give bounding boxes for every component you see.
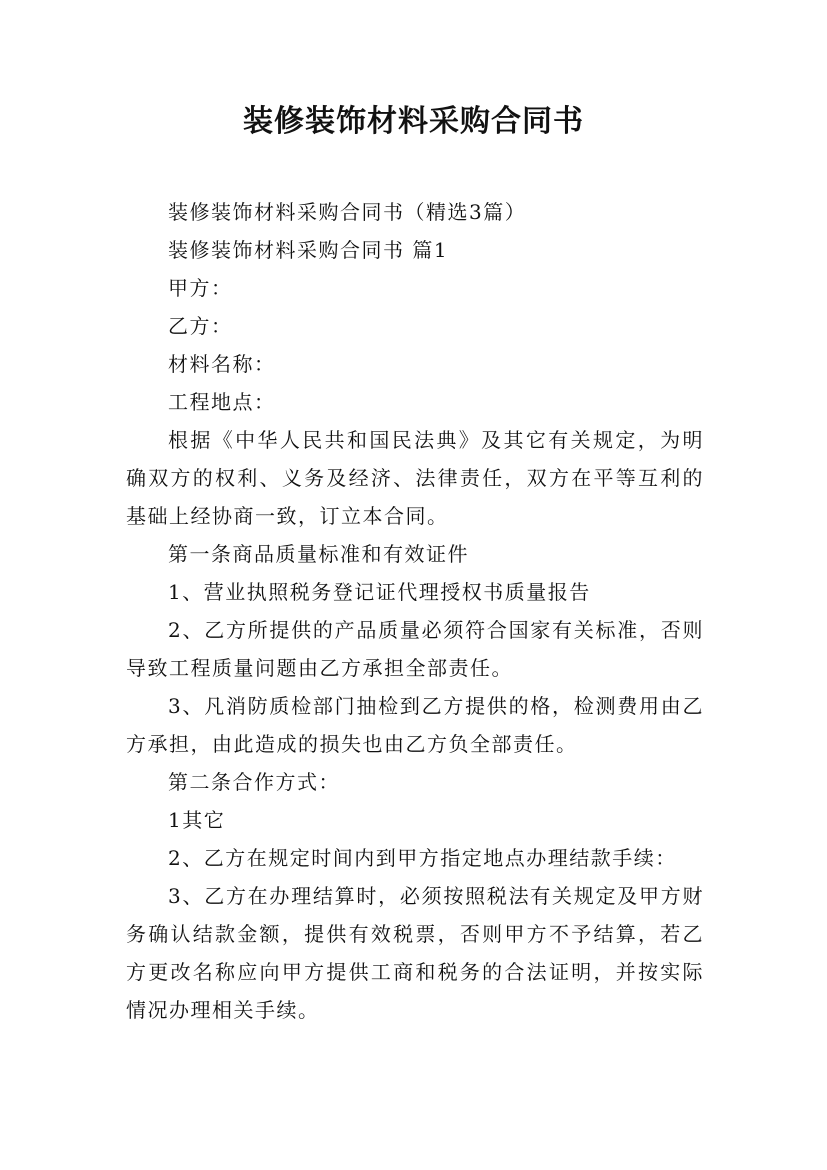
paragraph-party-a: 甲方： — [168, 276, 233, 300]
paragraph-article-1-item-3: 3、凡消防质检部门抽检到乙方提供的格，检测费用由乙方承担，由此造成的损失也由乙方负全部责任。 — [126, 694, 704, 756]
document-title: 装修装饰材料采购合同书 — [243, 104, 584, 139]
paragraph-article-1-item-2: 2、乙方所提供的产品质量必须符合国家有关标准，否则导致工程质量问题由乙方承担全部责任。 — [126, 618, 704, 680]
paragraph-preamble: 根据《中华人民共和国民法典》及其它有关规定，为明确双方的权利、义务及经济、法律责任，双方在平等互利的基础上经协商一致，订立本合同。 — [126, 428, 704, 528]
paragraph-section-heading: 装修装饰材料采购合同书 篇1 — [168, 238, 449, 262]
document-body — [126, 193, 704, 1029]
paragraph-article-1-item-1: 1、营业执照税务登记证代理授权书质量报告 — [168, 580, 591, 604]
paragraph-article-2-item-2: 2、乙方在规定时间内到甲方指定地点办理结款手续： — [168, 846, 677, 870]
paragraph-party-b: 乙方： — [168, 314, 233, 338]
paragraph-article-2-item-1: 1其它 — [168, 808, 226, 832]
paragraph-project-location: 工程地点： — [168, 390, 276, 414]
paragraph-subtitle: 装修装饰材料采购合同书（精选3篇） — [168, 200, 527, 224]
paragraph-article-2-item-3: 3、乙方在办理结算时，必须按照税法有关规定及甲方财务确认结款金额，提供有效税票，否则甲方不予结算，若乙方更改名称应向甲方提供工商和税务的合法证明，并按实际情况办理相关手续。 — [126, 884, 704, 1022]
paragraph-article-2-heading: 第二条合作方式： — [168, 770, 340, 794]
paragraph-article-1-heading: 第一条商品质量标准和有效证件 — [168, 542, 469, 566]
paragraph-material-name: 材料名称： — [168, 352, 276, 376]
